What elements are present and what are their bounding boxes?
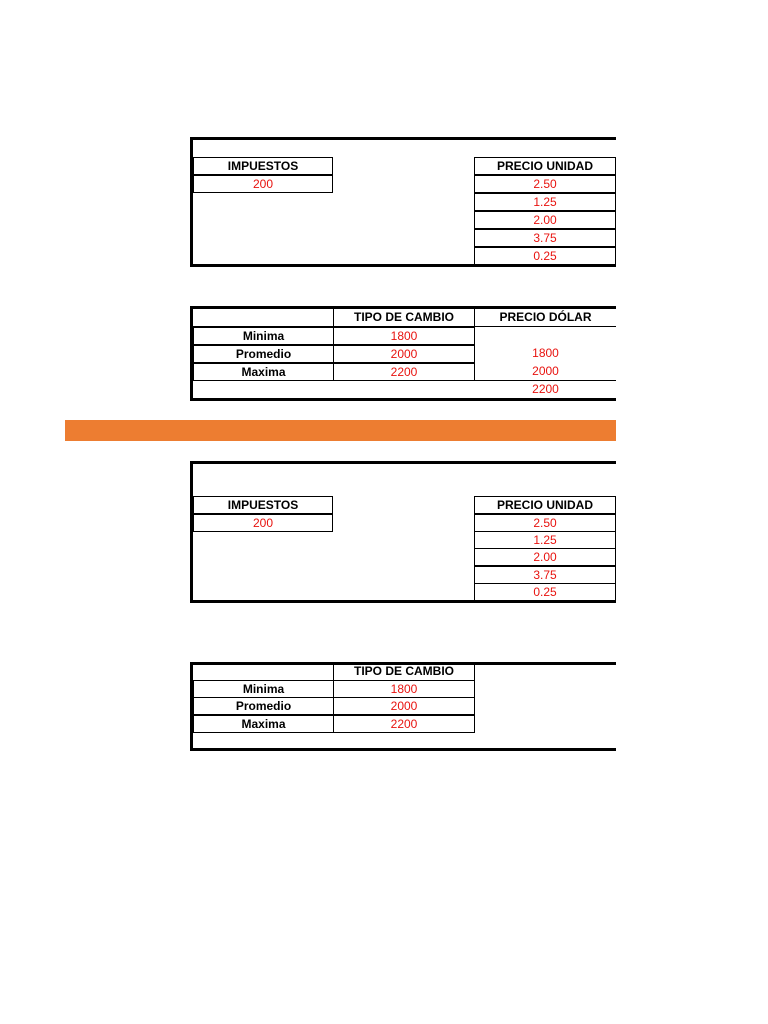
impuestos-header-2[interactable]: IMPUESTOS <box>193 496 333 514</box>
precio-unidad-cell[interactable]: 2.00 <box>474 548 616 566</box>
tipo-cambio-label[interactable]: Minima <box>193 327 334 345</box>
precio-dolar-cell[interactable]: 2200 <box>532 382 559 396</box>
impuestos-value-2[interactable]: 200 <box>193 514 333 532</box>
tipo-cambio-label[interactable]: Promedio <box>193 345 334 363</box>
impuestos-header-1[interactable]: IMPUESTOS <box>193 157 333 175</box>
impuestos-value-1[interactable]: 200 <box>193 175 333 193</box>
tipo-cambio-value[interactable]: 2000 <box>333 697 475 715</box>
precio-unidad-header-2[interactable]: PRECIO UNIDAD <box>474 496 616 514</box>
precio-unidad-cell[interactable]: 0.25 <box>474 583 616 601</box>
tipo-cambio-label[interactable]: Maxima <box>193 715 334 733</box>
tipo-cambio-value[interactable]: 2200 <box>333 363 475 381</box>
precio-unidad-header-1[interactable]: PRECIO UNIDAD <box>474 157 616 175</box>
orange-separator-bar <box>65 420 616 441</box>
precio-dolar-header[interactable]: PRECIO DÓLAR <box>499 310 592 324</box>
precio-unidad-cell[interactable]: 0.25 <box>474 247 616 265</box>
tipo-cambio-header-2[interactable]: TIPO DE CAMBIO <box>333 663 475 681</box>
precio-unidad-cell[interactable]: 2.00 <box>474 211 616 229</box>
precio-dolar-cell[interactable]: 1800 <box>532 346 559 360</box>
tipo-cambio-value[interactable]: 1800 <box>333 680 475 698</box>
precio-unidad-cell[interactable]: 2.50 <box>474 175 616 193</box>
precio-unidad-cell[interactable]: 2.50 <box>474 514 616 532</box>
precio-unidad-cell[interactable]: 1.25 <box>474 193 616 211</box>
precio-unidad-cell[interactable]: 3.75 <box>474 566 616 584</box>
tipo-cambio-label[interactable]: Minima <box>193 680 334 698</box>
precio-unidad-cell[interactable]: 1.25 <box>474 531 616 549</box>
precio-dolar-cell[interactable]: 2000 <box>532 364 559 378</box>
tipo-cambio-value[interactable]: 1800 <box>333 327 475 345</box>
tipo-cambio-header-1[interactable]: TIPO DE CAMBIO <box>333 309 475 327</box>
tipo-cambio-label[interactable]: Maxima <box>193 363 334 381</box>
tipo-cambio-value[interactable]: 2000 <box>333 345 475 363</box>
tipo-cambio-value[interactable]: 2200 <box>333 715 475 733</box>
precio-unidad-cell[interactable]: 3.75 <box>474 229 616 247</box>
tipo-cambio-label[interactable]: Promedio <box>193 697 334 715</box>
